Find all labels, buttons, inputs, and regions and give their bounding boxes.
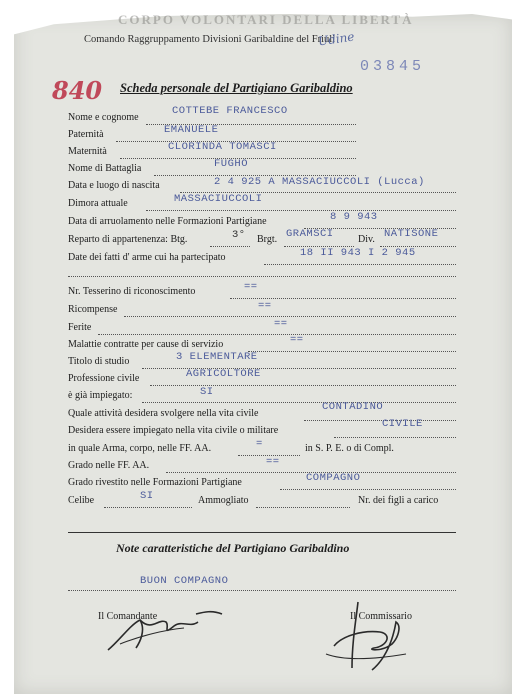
ferite-value: == — [274, 318, 288, 330]
dimora-line — [146, 210, 456, 211]
reparto-label: Reparto di appartenenza: Btg. — [68, 234, 188, 245]
malattie-line — [248, 351, 456, 352]
notes-title: Note caratteristiche del Partigiano Garibaldino — [116, 541, 350, 555]
attivita-line — [304, 420, 456, 421]
nome-label: Nome e cognome — [68, 112, 139, 123]
comandante-signature — [100, 600, 230, 660]
desidera-label: Desidera essere impiegato nella vita civile o militare — [68, 425, 279, 436]
notes-value: BUON COMPAGNO — [140, 575, 229, 587]
impiegato-value: SI — [200, 386, 214, 398]
battaglia-label: Nome di Battaglia — [68, 163, 142, 174]
grado-form-label: Grado rivestito nelle Formazioni Partigiane — [68, 477, 242, 488]
nome-value: COTTEBE FRANCESCO — [172, 105, 288, 117]
grado-ffaa-value: == — [266, 456, 280, 468]
divider — [68, 532, 456, 533]
spe-label: in S. P. E. o di Compl. — [305, 443, 394, 454]
desidera-line — [334, 437, 456, 438]
arma-label: in quale Arma, corpo, nelle FF. AA. — [68, 443, 212, 454]
professione-line — [150, 385, 456, 386]
form-title: Scheda personale del Partigiano Garibaldino — [120, 81, 353, 95]
stamp-number: 03845 — [360, 58, 426, 75]
malattie-label: Malattie contratte per cause di servizio — [68, 339, 224, 350]
ricompense-line — [124, 316, 456, 317]
celibe-value: SI — [140, 490, 154, 502]
arruolamento-label: Data di arruolamento nelle Formazioni Partigiane — [68, 216, 267, 227]
desidera-value: CIVILE — [382, 418, 423, 430]
nascita-value: 2 4 925 A MASSACIUCCOLI (Lucca) — [214, 176, 425, 188]
tesserino-label: Nr. Tesserino di riconoscimento — [68, 286, 196, 297]
malattie-value: == — [290, 334, 304, 346]
titolo-label: Titolo di studio — [68, 356, 130, 367]
grado-form-line — [280, 489, 456, 490]
ferite-label: Ferite — [68, 322, 92, 333]
titolo-value: 3 ELEMENTARE — [176, 351, 258, 363]
impiegato-label: è già impiegato: — [68, 390, 133, 401]
comandante-label: Il Comandante — [98, 611, 158, 622]
maternita-label: Maternità — [68, 146, 107, 157]
fatti-line-2 — [68, 276, 456, 277]
arma-value: = — [256, 438, 263, 450]
battaglia-value: FUGHO — [214, 158, 249, 170]
ferite-line — [98, 334, 456, 335]
tesserino-value: == — [244, 281, 258, 293]
paternita-value: EMANUELE — [164, 124, 219, 136]
div-label: Div. — [358, 234, 375, 245]
brgt-label: Brgt. — [257, 234, 278, 245]
dimora-label: Dimora attuale — [68, 198, 128, 209]
tesserino-line — [230, 298, 456, 299]
command-heading: Comando Raggruppamento Divisioni Garibaldine del Friuli — [84, 34, 336, 45]
ammogliato-line — [256, 507, 350, 508]
ammogliato-label: Ammogliato — [198, 495, 249, 506]
figli-label: Nr. dei figli a carico — [358, 495, 439, 506]
ricompense-label: Ricompense — [68, 304, 118, 315]
notes-line-1 — [68, 590, 456, 591]
grado-form-value: COMPAGNO — [306, 472, 361, 484]
attivita-value: CONTADINO — [322, 401, 384, 413]
fatti-label: Date dei fatti d' arme cui ha partecipato — [68, 252, 226, 263]
commissario-label: Il Commissario — [350, 611, 412, 622]
top-banner: CORPO VOLONTARI DELLA LIBERTÀ — [118, 12, 414, 27]
professione-value: AGRICOLTORE — [186, 368, 261, 380]
maternita-value: CLORINDA TOMASCI — [168, 141, 277, 153]
arruolamento-value: 8 9 943 — [330, 211, 378, 223]
commissario-signature — [322, 596, 422, 676]
handwritten-top: Udine — [317, 29, 356, 49]
handwritten-number: 840 — [52, 76, 103, 105]
celibe-label: Celibe — [68, 495, 95, 506]
reparto-btg: 3° — [232, 229, 246, 241]
brgt-value: GRAMSCI — [286, 228, 334, 240]
btg-line — [210, 246, 250, 247]
attivita-label: Quale attività desidera svolgere nella vita civile — [68, 408, 259, 419]
grado-ffaa-label: Grado nelle FF. AA. — [68, 460, 150, 471]
div-value: NATISONE — [384, 228, 439, 240]
dimora-value: MASSACIUCCOLI — [174, 193, 263, 205]
nascita-label: Data e luogo di nascita — [68, 180, 160, 191]
professione-label: Professione civile — [68, 373, 140, 384]
fatti-line — [264, 264, 456, 265]
paternita-label: Paternità — [68, 129, 104, 140]
fatti-value: 18 II 943 I 2 945 — [300, 247, 416, 259]
impiegato-line — [142, 402, 456, 403]
celibe-line — [104, 507, 192, 508]
ricompense-value: == — [258, 300, 272, 312]
